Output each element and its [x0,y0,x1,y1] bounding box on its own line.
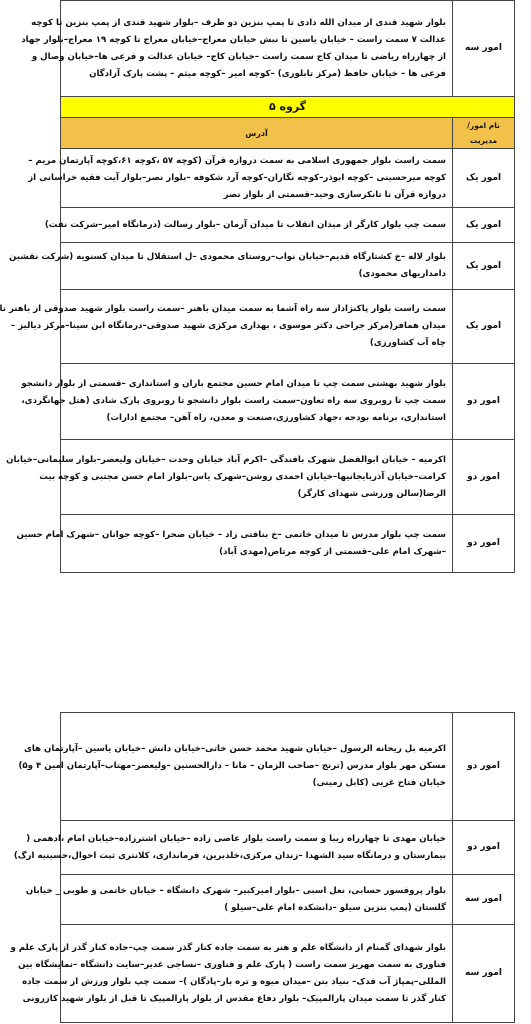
table-bottom-body [10,713,515,1023]
address-line: چاه آب کشاورزی) [369,338,446,348]
affair-cell: امور یک [453,149,515,208]
affair-cell: امور یک [453,243,515,290]
address-cell [21,1,453,97]
address-line: الرضا(سالن ورزشی شهدای کارگر) [297,488,446,499]
affair-cell: امور دو [453,440,515,515]
table-row [61,925,515,1023]
address-line: المللی–پمپاژ آب فدک– بنیاد بتن –میدان میوه و تره بار–پادگان )– سمت چپ بلوار ورزش از سمت جاده [22,976,446,987]
table-row [61,208,515,243]
address-line: خیابان فتاح غربی (کابل زمینی) [312,778,446,788]
table-row [61,875,515,925]
address-line: از چهارراه ریاضی تا میدان کاج سمت راست –خیابان کاج– خیابان عدالت و فرعی ها–خیابان وصال و [31,51,446,62]
address-line: سمت راست بلوار جمهوری اسلامی به سمت دروازه قرآن (کوچه ۵۷ ،کوچه ۶۱،کوچه آپارتمان مریم – [28,155,446,166]
table-row [61,243,515,290]
address-cell [21,364,453,440]
address-line: فرعی ها – خیابان حافظ (مرکز تابلوری) –کوچه امیر –کوچه میثم – پشت پارک آزادگان [89,68,446,79]
header-affair: نام امور/مدیریت [453,118,515,149]
address-line: فناوری به سمت مهریز سمت راست ( پارک علم و فناوری –نساجی غدیر–سایت دانشگاه –نمایشگاه بین [18,959,446,970]
address-line: دروازه قرآن تا تانکرسازی وحید–قسمتی از بلوار نصر [223,189,446,200]
affair-cell: امور سه [453,1,515,97]
address-line: بلوار شهید بهشتی سمت چپ تا میدان امام حسین مجتمع باران و استانداری –قسمتی از بلوار دانشجو [21,379,446,389]
address-line: مسکن مهر بلوار مدرس (ترنج –صاحب الزمان – مانا – دارالحسنین –ولیعصر–مهتاب–آپارتمان امین ۴ و۵) [18,761,446,771]
address-line: دامداریهای محمودی) [358,269,446,279]
address-cell [13,821,453,875]
address-line: بلوار شهید قندی از میدان الله دادی تا پمپ بنزین دو طرف –بلوار شهید قندی از پمپ بنزین تا کوچه [31,17,446,28]
address-line: گلستان (پمپ بنزین سیلو –دانشکده امام علی–سیلو ) [224,902,446,913]
address-line: میدان همافر(مرکز جراحی دکتر موسوی ، بهداری مرکزی شهید صدوقی–درمانگاه ابن سینا–مرکز دیالیز – [10,321,446,331]
address-cell [6,440,453,515]
address-line: –شهرک امام علی–قسمتی از کوچه مرتاض(مهدی آباد) [219,546,446,557]
address-line: بلوار لاله –خ کشتارگاه قدیم–خیابان نواب–روستای محمودی –ل استقلال تا میدان کسنویه (شرکت نقشین [9,252,446,262]
affair-cell: امور دو [453,821,515,875]
address-cell [25,875,453,925]
address-cell [18,713,453,821]
group-title: گروه ۵ [61,97,515,118]
address-line: کنار گذر تا سمت میدان پارالمپیک– بلوار دفاع مقدس از بلوار پارالمپیک تا قبل از بلوار شهید کازرونی [22,993,446,1004]
group-title-row [61,97,515,118]
address-cell [28,149,453,208]
outage-table-bottom [10,712,515,1023]
address-cell [10,925,453,1023]
affair-cell: امور یک [453,290,515,364]
address-line: استانداری، برنامه بودجه ،جهاد کشاورزی،صنعت و معدن، راه آهن– مجتمع ادارات) [106,413,446,423]
address-line: کوچه میرحسینی –کوچه ابوذر–کوچه نگاران–کوچه آرد شکوفه –بلوار نصر–بلوار آیت فقیه خراسانی از [28,172,446,183]
table-row [61,515,515,573]
affair-cell: امور دو [453,515,515,573]
address-cell [9,243,453,290]
table-row [61,713,515,821]
address-line: سمت چپ تا روبروی سه راه تعاون–سمت راست بلوار دانشجو تا روبروی پارک شادی (هتل جهانگردی، [21,396,446,406]
affair-cell: امور دو [453,364,515,440]
address-cell [16,515,453,573]
address-line: بلوار شهدای گمنام از دانشگاه علم و هنر به سمت جاده کنار گذر سمت چپ–جاده کنار گذر از پارک علم و [10,942,446,953]
header-address: آدرس [61,118,453,149]
address-line: بیمارستان و درمانگاه سید الشهدا –زندان مرکزی،خلدبرین، فرمانداری، کلانتری ثبت احوال،حسینیه ارگ) [13,850,446,861]
address-line: عدالت ۷ سمت راست – خیابان یاسین تا نبش خیابان معراج–خیابان معراج تا کوچه ۱۹ معراج–بلوار جهاد [21,34,446,45]
table-row [61,149,515,208]
affair-cell: امور یک [453,208,515,243]
table-row [61,821,515,875]
affair-cell: امور دو [453,713,515,821]
address-line: خیابان مهدی تا چهارراه زیبا و سمت راست بلوار عاصی زاده –خیابان اشترزاده–خیابان امام ،ادهمی ( [26,833,446,844]
address-cell [0,290,453,364]
address-line: کرامت–خیابان آذربایجانیها–خیابان احمدی روشن–شهرک یاس–بلوار امام حسن مجتبی و کوچه بیت [39,471,446,482]
address-line: بلوار پروفسور حسابی، نعل اسبی –بلوار امیرکبیر– شهرک دانشگاه – خیابان خاتمی و طوبی _ خیابان [25,885,446,896]
address-line: سمت چپ بلوار کارگر از میدان انقلاب تا میدان آرمان –بلوار رسالت (درمانگاه امیر–شرکت نفت) [44,219,446,230]
header-row [61,118,515,149]
table-row [61,440,515,515]
affair-cell: امور سه [453,875,515,925]
address-line: سمت چپ بلوار مدرس تا میدان خاتمی –خ بنافتی زاد – خیابان صحرا –کوچه جوانان –شهرک امام حسین [16,529,446,540]
table-row [61,290,515,364]
address-line: اکرمیه – خیابان ابوالفضل شهرک بافندگی –اکرم آباد خیابان وحدت –خیابان ولیعصر–بلوار سلیمانی–خیابان [6,454,446,465]
address-line: سمت راست بلوار پاکنژاداز سه راه آشما به سمت میدان باهنر –سمت راست بلوار شهید صدوقی از باهنر تا [0,304,446,314]
address-cell [44,208,453,243]
table-row [61,1,515,97]
affair-cell: امور سه [453,925,515,1023]
table-top-body [0,1,515,573]
address-line: اکرمیه بل ریحانه الرسول –خیابان شهید محمد حسن خاتی–خیابان دانش –خیابان یاسین –آپارتمان های [24,744,446,754]
table-row [61,364,515,440]
